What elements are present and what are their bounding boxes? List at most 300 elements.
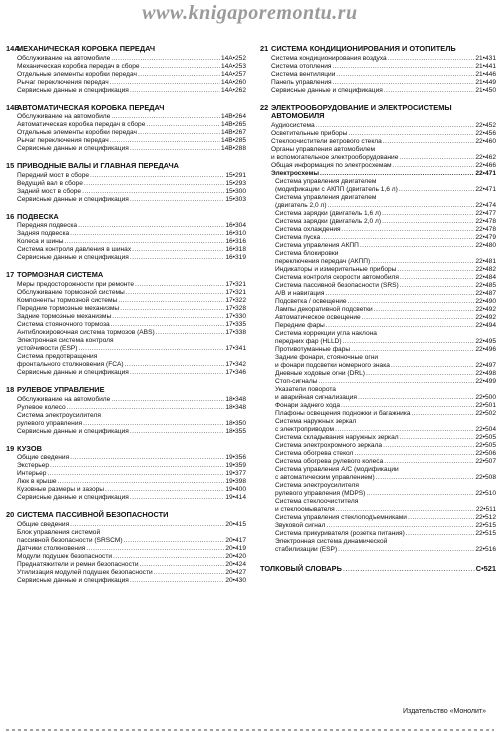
dot-leader [130,254,225,262]
entry-title: и аварийная сигнализация [275,393,357,401]
entry-page: 22•499 [475,377,496,385]
dot-leader [140,561,225,569]
entry-page: 14B•265 [220,121,246,129]
entry-title: Система управления стеклоподъемниками [275,513,407,521]
toc-entry [260,298,496,306]
toc-section [6,213,246,263]
entry-page: 22•515 [475,521,496,529]
toc-entry [260,162,496,170]
dot-leader [336,71,474,79]
dot-leader [406,530,475,538]
toc-entry [260,466,496,474]
toc-entry [260,234,496,242]
section-number: 22 [260,102,269,112]
entry-title: Индикаторы и измерительные приборы [275,265,397,273]
entry-page: 19•359 [225,462,246,470]
toc-entry [260,458,496,466]
dot-leader [333,79,475,87]
toc-entry [260,242,496,250]
entry-title: Сервисные данные и спецификация [17,494,129,502]
entry-title: устойчивости (ESP) [17,344,78,352]
entry-title: Система управления двигателем [275,193,377,201]
entry-title: Сервисные данные и спецификация [17,427,129,435]
dot-leader [67,404,225,412]
entry-title: переключения передач (АКПП) [275,257,371,265]
entry-page: 14B•288 [220,145,246,153]
entry-title: Преднатяжители и ремни безопасности [17,560,139,568]
entry-title: передних фар (HLLD) [275,337,342,345]
dot-leader [70,521,224,529]
toc-entry [6,230,246,238]
entry-page: 22•478 [475,225,496,233]
dot-leader [154,569,225,577]
toc-entry [260,218,496,226]
dot-leader [351,346,474,354]
section-number: 18 [6,384,15,394]
toc-entry [260,87,496,95]
entry-title: Панель управления [271,78,332,86]
section-title: ЭЛЕКТРООБОРУДОВАНИЕ И ЭЛЕКТРОСИСТЕМЫ АВТОМОБИЛЯ [271,102,452,121]
entry-title: Общие сведения [17,520,70,528]
toc-entry [260,79,496,87]
entry-title: и стеклоомывателя [275,505,335,513]
entry-page: 20•427 [225,568,246,576]
entry-page: 22•460 [475,137,496,145]
dot-leader [393,162,475,170]
dot-leader [391,362,474,370]
dot-leader [130,494,225,502]
entry-title: Органы управления автомобилем [271,145,376,153]
dot-leader [50,462,224,470]
entry-title: Звуковой сигнал [275,521,326,529]
dot-leader [83,420,224,428]
toc-entry [260,354,496,362]
entry-title: Система пассивной безопасности (SRS) [275,281,399,289]
dot-leader [124,537,225,545]
dot-leader [354,450,474,458]
entry-title: Сервисные данные и спецификация [17,576,129,584]
entry-title: Антиблокировочная система тормозов (ABS) [17,328,155,336]
dot-leader [408,514,474,522]
toc-entry [260,362,496,370]
toc-entry [6,486,246,494]
toc-entry [260,290,496,298]
entry-page: 22•479 [475,233,496,241]
dot-leader [366,370,474,378]
dot-leader [112,313,224,321]
toc-entry [6,420,246,428]
entry-page: 14A•262 [220,86,246,94]
entry-title: Система складывания наружных зеркал [275,433,399,441]
dot-leader [326,522,474,530]
entry-title: Кузовные размеры и зазоры [17,486,105,494]
dot-leader [70,230,224,238]
entry-title: Интерьер [17,470,47,478]
dot-leader [400,274,474,282]
toc-entry [6,396,246,404]
dot-leader [374,306,475,314]
toc-entry [6,121,246,129]
entry-page: 17•321 [225,288,246,296]
section-title: ПОДВЕСКА [17,211,59,221]
toc-entry [260,170,496,178]
toc-entry [6,305,246,313]
toc-section [6,104,246,154]
entry-page: 22•477 [475,209,496,217]
section-number: 20 [6,510,15,520]
entry-title: Осветительные приборы [271,129,348,137]
dot-leader [130,196,225,204]
entry-title: и фонари подсветки номерного знака [275,361,390,369]
entry-page: 21•441 [475,62,496,70]
toc-entry [260,282,496,290]
section-heading [6,162,246,171]
entry-title: Система электрохромного зеркала [275,441,383,449]
entry-title: Система вентиляции [271,70,336,78]
dot-leader [138,71,220,79]
entry-page: 22•456 [475,129,496,137]
entry-title: Отдельные элементы коробки передач [17,70,137,78]
entry-title: Компоненты тормозной системы [17,296,118,304]
entry-title: Стоп-сигналы [275,377,318,385]
entry-page: 22•505 [475,433,496,441]
entry-page: 22•498 [475,369,496,377]
dot-leader [336,506,475,514]
toc-section [6,271,246,377]
entry-page: 22•506 [475,449,496,457]
section-number: 14B [6,102,20,112]
entry-page: 22•508 [475,473,496,481]
toc-entry [260,130,496,138]
dot-leader [382,218,474,226]
entry-page: 22•492 [475,313,496,321]
toc-entry [260,514,496,522]
toc-entry [6,353,246,361]
entry-page: 20•417 [225,536,246,544]
toc-entry [260,178,496,186]
entry-page: 19•414 [225,494,246,502]
entry-title: Система обогрева стекол [275,449,354,457]
toc-entry [260,186,496,194]
dot-leader [343,338,475,346]
dot-leader [84,180,224,188]
entry-title: Электронная система динамической [275,537,388,545]
entry-page: 18•348 [225,395,246,403]
dot-leader [118,297,224,305]
section-number: 19 [6,443,15,453]
dot-leader [383,138,475,146]
dot-leader [316,122,475,130]
entry-title: Система стеклоочистителя [275,497,359,505]
section-title: РУЛЕВОЕ УПРАВЛЕНИЕ [17,384,105,394]
toc-entry [6,345,246,353]
toc-entry [260,314,496,322]
toc-entry [260,522,496,530]
toc-entry [6,521,246,529]
toc-entry [6,246,246,254]
entry-page: 19•356 [225,454,246,462]
dot-leader [371,258,474,266]
entry-page: 22•462 [475,153,496,161]
entry-title: A/B и навигация [275,289,325,297]
dot-leader [138,129,220,137]
dot-leader [146,121,220,129]
entry-title: Общая информация по электросхемам [271,161,392,169]
entry-page: 14A•260 [220,78,246,86]
dot-leader [400,282,475,290]
section-number: 14A [6,44,20,53]
entry-title: Аудиосистема [271,121,315,129]
entry-page: 22•511 [475,505,496,513]
dot-leader [130,145,220,153]
entry-title: Рычаг переключения передач [17,78,109,86]
entry-title: Система контроля скорости автомобиля [275,273,399,281]
toc-entry [6,63,246,71]
toc-entry [6,361,246,369]
toc-entry [6,313,246,321]
entry-title: Блок управления системой [17,528,101,536]
toc-entry [6,369,246,377]
dot-leader [384,458,474,466]
dot-leader [130,577,225,585]
entry-title: Автоматическое освещение [275,313,361,321]
toc-entry [260,538,496,546]
dot-leader [130,87,220,95]
toc-entry [6,337,246,345]
dot-leader [325,290,474,298]
toc-entry [6,222,246,230]
entry-title: с автоматическим управлением) [275,473,375,481]
dot-leader [105,486,224,494]
toc-entry [260,122,496,130]
entry-title: Рычаг переключения передач [17,137,109,145]
entry-title: с электроприводом [275,425,335,433]
toc-entry [6,79,246,87]
dot-leader [348,298,475,306]
toc-section [6,386,246,436]
entry-title: рулевого управления [17,419,83,427]
entry-page: 19•398 [225,478,246,486]
dot-leader [78,222,224,230]
dot-leader [384,87,475,95]
dot-leader [126,289,225,297]
entry-title: Система кондиционирования воздуха [271,54,387,62]
toc-entry [6,412,246,420]
toc-entry [6,87,246,95]
entry-title: Задние тормозные механизмы [17,312,112,320]
entry-page: 22•500 [475,393,496,401]
entry-title: Модули подушек безопасности [17,552,113,560]
entry-title: Меры предосторожности при ремонте [17,280,135,288]
toc-entry [260,194,496,202]
dot-leader [321,234,474,242]
dot-leader [397,266,474,274]
entry-page: 17•341 [225,344,246,352]
toc-entry [260,202,496,210]
entry-page: 22•484 [475,273,496,281]
toc-entry [260,258,496,266]
toc-entry [260,330,496,338]
toc-entry [6,454,246,462]
section-heading [6,104,246,113]
section-heading [6,511,246,520]
entry-page: 16•319 [225,254,246,262]
entry-title: Стеклоочистители ветрового стекла [271,137,382,145]
entry-page: 17•338 [225,328,246,336]
entry-page: 22•504 [475,425,496,433]
toc-entry [6,321,246,329]
entry-page: 21•431 [475,54,496,62]
entry-page: 17•321 [225,280,246,288]
entry-page: 22•471 [475,169,496,177]
entry-page: 16•304 [225,222,246,230]
entry-title: Передние тормозные механизмы [17,304,120,312]
section-title: СИСТЕМА ПАССИВНОЙ БЕЗОПАСНОСТИ [17,510,169,520]
dot-leader [399,186,475,194]
entry-page: 18•355 [225,427,246,435]
entry-title: Система охлаждения [275,225,341,233]
toc-entry [260,386,496,394]
dot-leader [141,63,220,71]
toc-entry [260,55,496,63]
dot-leader [400,434,475,442]
toc-entry [260,63,496,71]
toc-entry [260,250,496,258]
toc-entry [6,254,246,262]
dot-leader [120,305,224,313]
toc-entry [6,180,246,188]
dot-leader [360,242,474,250]
entry-page: 22•471 [475,185,496,193]
dictionary-page: С•521 [475,563,496,573]
entry-page: 19•377 [225,470,246,478]
entry-title: Сервисные данные и спецификация [271,86,383,94]
entry-title: Плафоны освещения подножки и багажника [275,409,411,417]
dot-leader [338,546,474,554]
entry-title: Система зарядки (двигатель 1,6 л) [275,209,382,217]
dot-leader [110,79,220,87]
entry-page: 22•481 [475,257,496,265]
dictionary-title: ТОЛКОВЫЙ СЛОВАРЬ [260,563,342,573]
section-title: ПРИВОДНЫЕ ВАЛЫ И ГЛАВНАЯ ПЕРЕДАЧА [17,161,179,171]
dot-leader [65,238,225,246]
dot-leader [320,170,474,178]
entry-title: Общие сведения [17,454,70,462]
entry-title: Колеса и шины [17,238,64,246]
entry-page: 22•495 [475,337,496,345]
entry-title: Система блокировки [275,249,339,257]
toc-entry [260,346,496,354]
dot-leader [125,361,225,369]
section-number: 17 [6,270,15,280]
entry-page: 22•474 [475,201,496,209]
entry-title: Люк в крыше [17,478,57,486]
entry-title: Лампы декоративной подсветки [275,305,373,313]
entry-page: 22•510 [475,489,496,497]
entry-title: Сервисные данные и спецификация [17,254,129,262]
entry-page: 22•501 [475,401,496,409]
entry-title: Экстерьер [17,462,50,470]
toc-entry [260,322,496,330]
entry-title: Сервисные данные и спецификация [17,368,129,376]
entry-page: 14A•252 [220,54,246,62]
entry-page: 22•487 [475,289,496,297]
toc-entry [6,238,246,246]
toc-entry [6,55,246,63]
toc-entry [260,530,496,538]
entry-title: пассивной безопасности (SRSCM) [17,536,123,544]
entry-title: Задний мост в сборе [17,187,82,195]
toc-entry [260,402,496,410]
toc-entry [6,462,246,470]
toc-entry [260,370,496,378]
entry-title: Фонари заднего хода [275,401,341,409]
dot-leader [341,402,474,410]
entry-page: 22•466 [475,161,496,169]
entry-title: Указатели поворота [275,385,336,393]
entry-page: 19•400 [225,486,246,494]
dot-leader [156,329,225,337]
entry-page: 17•346 [225,368,246,376]
section-heading [6,45,246,54]
entry-page: 17•335 [225,320,246,328]
toc-entry [6,71,246,79]
entry-title: Система управления A/C (модификации [275,465,399,473]
entry-page: 22•452 [475,121,496,129]
entry-title: Система управления двигателем [275,177,377,185]
entry-page: 21•449 [475,78,496,86]
entry-page: 22•480 [475,241,496,249]
entry-page: 22•482 [475,265,496,273]
toc-entry [6,494,246,502]
entry-title: Рулевое колесо [17,403,66,411]
toc-entry [260,490,496,498]
entry-page: 20•419 [225,544,246,552]
dot-leader [366,490,474,498]
section-title: КУЗОВ [17,443,42,453]
toc-entry [260,506,496,514]
dot-leader [130,369,225,377]
section-heading [6,213,246,222]
entry-title: Датчики столкновения [17,544,86,552]
entry-page: 18•350 [225,419,246,427]
dot-leader [333,63,475,71]
section-number: 15 [6,161,15,171]
toc-entry [260,266,496,274]
dot-leader [90,172,224,180]
entry-title: Обслуживание тормозной системы [17,288,125,296]
entry-title: Передние фары [275,321,325,329]
section-title: ТОРМОЗНАЯ СИСТЕМА [17,270,104,280]
toc-section [260,104,496,554]
dot-leader [111,321,225,329]
entry-title: Система прикуривателя (розетка питания) [275,529,405,537]
toc-entry [6,529,246,537]
toc-entry [260,394,496,402]
entry-title: Автоматическая коробка передач в сборе [17,121,146,129]
toc-entry [6,577,246,585]
watermark-logo: www.knigaporemontu.ru [142,2,358,24]
toc-entry [6,145,246,153]
entry-page: 17•330 [225,312,246,320]
entry-page: 22•512 [475,513,496,521]
entry-page: 14A•253 [220,62,246,70]
toc-section [6,45,246,95]
toc-entry [260,450,496,458]
dot-leader [328,202,475,210]
entry-title: Система наружных зеркал [275,417,357,425]
entry-title: Подсветка / освещение [275,297,347,305]
